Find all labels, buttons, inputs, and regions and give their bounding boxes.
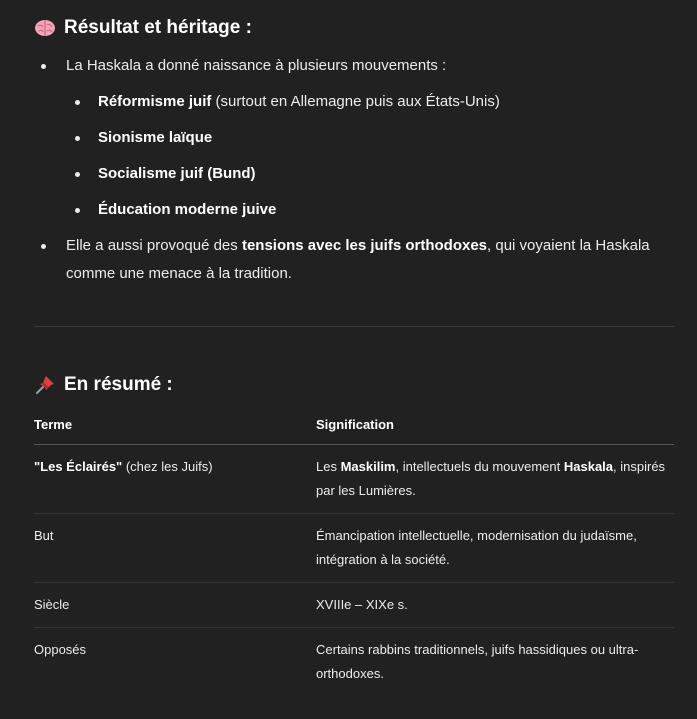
pushpin-icon <box>34 374 56 396</box>
table-cell: Les Maskilim, intellectuels du mouvement Haskala, inspirés par les Lumières. <box>316 445 674 514</box>
movements-list <box>66 88 674 224</box>
list-item: Réformisme juif (surtout en Allemagne puis aux États-Unis) <box>66 88 674 116</box>
table-row <box>34 445 674 514</box>
table-cell: Siècle <box>34 583 316 628</box>
table-row <box>34 583 674 628</box>
table-header-row <box>34 408 674 445</box>
list-item: Éducation moderne juive <box>66 196 674 224</box>
table-cell: Certains rabbins traditionnels, juifs hassidiques ou ultra-orthodoxes. <box>316 642 639 681</box>
brain-icon <box>34 17 56 39</box>
table-row <box>34 514 674 583</box>
table-cell: XVIIIe – XIXe s. <box>316 583 674 628</box>
section-heading-result: Résultat et héritage : <box>34 14 252 42</box>
horizontal-divider <box>34 326 674 327</box>
table-cell: But <box>34 514 316 583</box>
list-item: Elle a aussi provoqué des tensions avec les juifs orthodoxes, qui voyaient la Haskala comme une menace à la tradition. <box>34 232 674 288</box>
section-heading-summary: En résumé : <box>34 371 173 399</box>
column-header: Signification <box>316 408 674 445</box>
list-item: La Haskala a donné naissance à plusieurs mouvements : Réformisme juif (surtout en Allemagne puis aux États-Unis) Sionisme laïque Socialisme juif (Bund) Éducation moderne juive <box>34 52 674 224</box>
list-item: Sionisme laïque <box>66 124 674 152</box>
column-header: Terme <box>34 408 316 445</box>
result-list <box>34 52 674 288</box>
table-cell: Émancipation intellectuelle, modernisation du judaïsme, intégration à la société. <box>316 514 674 583</box>
table-cell: Opposés <box>34 642 87 657</box>
summary-table <box>34 408 674 696</box>
table-row <box>34 628 674 697</box>
list-item: Socialisme juif (Bund) <box>66 160 674 188</box>
table-cell: "Les Éclairés" (chez les Juifs) <box>34 445 316 514</box>
